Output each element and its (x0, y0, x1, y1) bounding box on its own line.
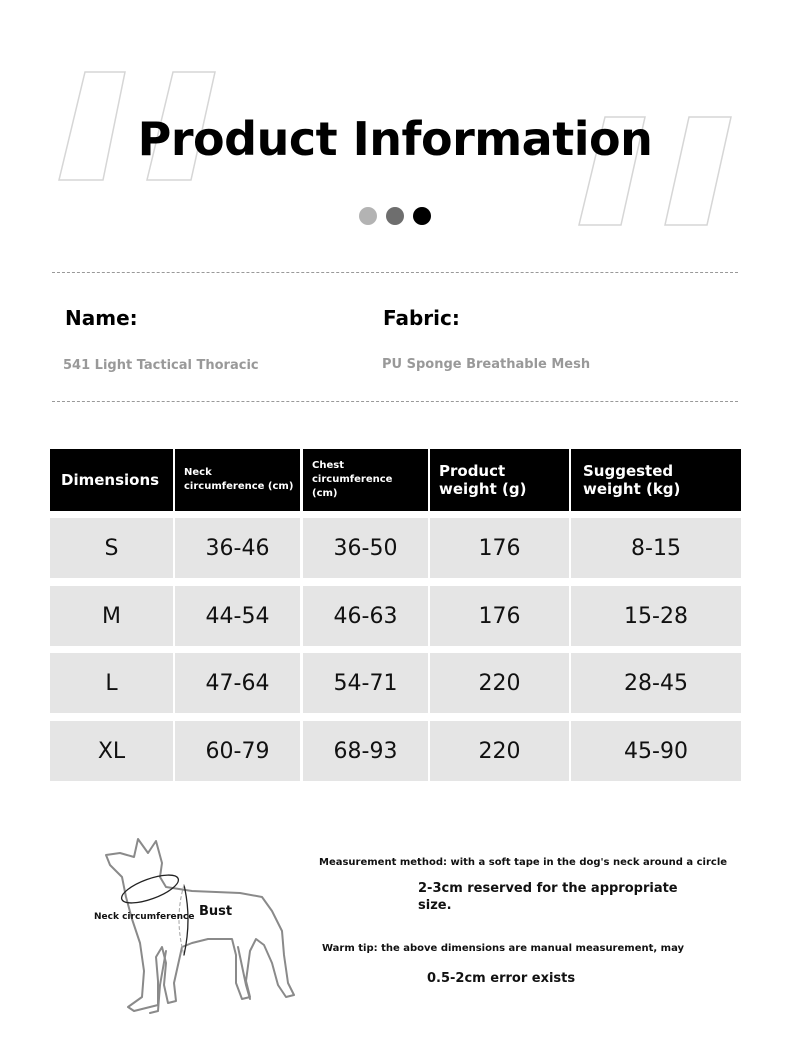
measurement-size: size. (418, 898, 452, 913)
fabric-label: Fabric: (383, 306, 460, 330)
table-cell: 54-71 (303, 653, 428, 713)
dot-dark (413, 207, 431, 225)
warm-tip: Warm tip: the above dimensions are manual measurement, may (322, 943, 685, 954)
header-product-weight: Product weight (g) (430, 449, 569, 511)
table-cell: 36-50 (303, 518, 428, 578)
bust-label: Bust (199, 904, 233, 919)
divider-top (52, 272, 738, 273)
error-range: 0.5-2cm error exists (427, 971, 576, 986)
table-cell: 60-79 (175, 721, 300, 781)
size-cell: L (50, 653, 173, 713)
page-title: Product Information (137, 112, 653, 166)
divider-bottom (52, 401, 738, 402)
neck-label: Neck circumference (94, 912, 195, 922)
table-cell: 45-90 (571, 721, 741, 781)
name-label: Name: (65, 306, 138, 330)
fabric-value: PU Sponge Breathable Mesh (382, 357, 591, 372)
header-chest: Chest circumference (cm) (303, 449, 428, 511)
table-cell: 220 (430, 721, 569, 781)
table-cell: 28-45 (571, 653, 741, 713)
header-neck: Neck circumference (cm) (175, 449, 300, 511)
table-cell: 36-46 (175, 518, 300, 578)
table-cell: 46-63 (303, 586, 428, 646)
measurement-reserve: 2-3cm reserved for the appropriate (418, 881, 678, 896)
header-dimensions: Dimensions (50, 449, 173, 511)
table-cell: 176 (430, 518, 569, 578)
table-cell: 8-15 (571, 518, 741, 578)
size-cell: XL (50, 721, 173, 781)
table-cell: 44-54 (175, 586, 300, 646)
table-cell: 15-28 (571, 586, 741, 646)
measurement-method: Measurement method: with a soft tape in the dog's neck around a circle (319, 857, 728, 868)
table-cell: 68-93 (303, 721, 428, 781)
table-cell: 220 (430, 653, 569, 713)
dog-diagram-icon (100, 835, 300, 1020)
table-cell: 47-64 (175, 653, 300, 713)
dot-light (359, 207, 377, 225)
dot-medium (386, 207, 404, 225)
table-cell: 176 (430, 586, 569, 646)
header-suggested-weight: Suggested weight (kg) (571, 449, 741, 511)
size-cell: S (50, 518, 173, 578)
size-cell: M (50, 586, 173, 646)
name-value: 541 Light Tactical Thoracic (63, 358, 259, 373)
